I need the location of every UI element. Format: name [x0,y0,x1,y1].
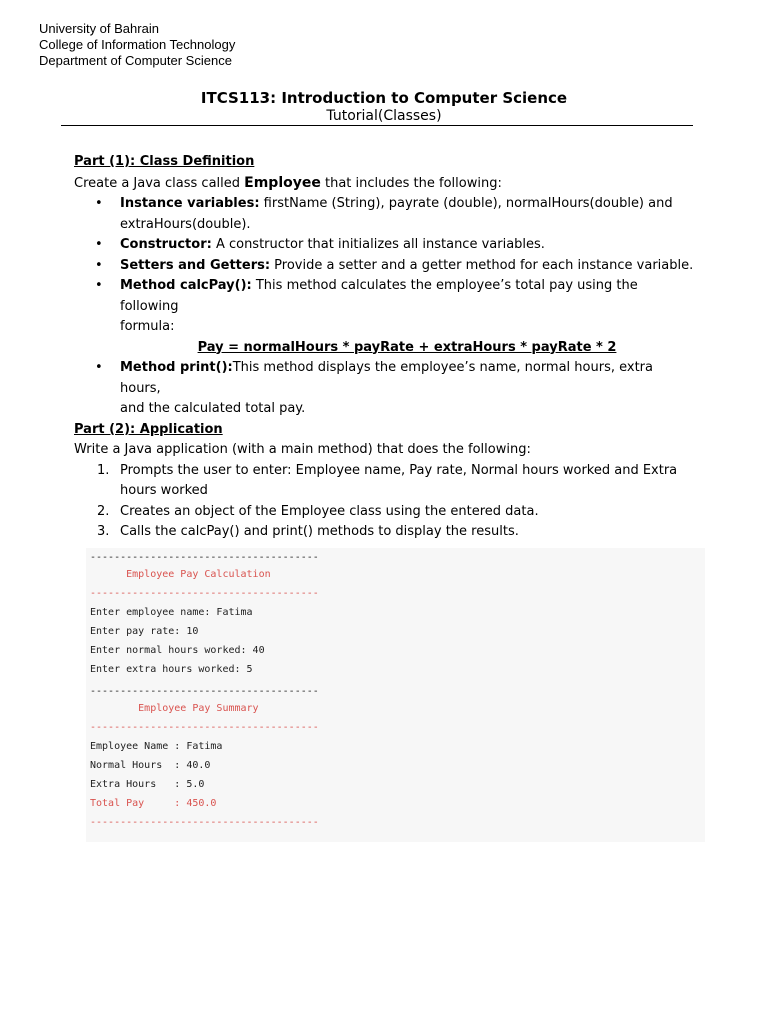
item-text-cont: and the calculated total pay. [120,401,306,416]
item-text-cont: extraHours(double). [120,216,251,232]
console-divider-red: -------------------------------------- [90,722,319,733]
bullet-icon: • [95,237,103,252]
bullet-icon: • [95,257,103,273]
item-label: Constructor: [120,237,212,252]
item-label: Method print(): [120,360,233,375]
course-title: ITCS113: Introduction to Computer Science [200,89,568,107]
item-text: This method calculates the employee’s total pay using the following [120,278,638,314]
list-item [74,194,694,235]
bullet-icon: • [95,278,103,293]
console-prompt-normal: Enter normal hours worked: 40 [90,645,265,656]
step-text: Calls the calcPay() and print() methods to display the results. [120,524,519,539]
console-divider-red: -------------------------------------- [90,817,319,828]
part1-heading: Part (1): Class Definition [74,154,255,169]
console-title-calc: Employee Pay Calculation [90,569,271,580]
part1-bullet-list-2 [74,358,694,420]
title-block [0,89,768,125]
part2-intro: Write a Java application (with a main method) that does the following: [74,442,531,457]
list-item [74,358,694,420]
list-item [74,522,694,543]
console-out-normal: Normal Hours : 40.0 [90,760,211,771]
console-out-name: Employee Name : Fatima [90,741,223,752]
tutorial-content [74,152,694,543]
list-item [74,276,694,338]
item-text: A constructor that initializes all instance variables. [211,237,545,252]
step-number: 2. [97,503,110,519]
item-text: This method displays the employee’s name, normal hours, extra hours, [120,360,653,396]
part2-steps [74,461,694,543]
part1-intro-class: Employee [244,174,321,191]
tutorial-subtitle: Tutorial(Classes) [326,108,442,124]
step-text-cont: hours worked [120,483,208,498]
list-item [74,235,694,256]
part1-intro-post: that includes the following: [320,175,502,191]
bullet-icon: • [95,360,103,375]
step-number: 1. [97,462,110,478]
college-name: College of Information Technology [39,37,236,52]
item-label: Method calcPay(): [120,278,252,293]
university-name: University of Bahrain [39,21,159,36]
part1-intro-pre: Create a Java class called [74,175,245,191]
part1-intro [74,173,694,195]
document-header [39,21,235,69]
console-prompt-extra: Enter extra hours worked: 5 [90,664,253,675]
item-text: Provide a setter and a getter method for each instance variable. [270,257,694,273]
part2-heading: Part (2): Application [74,421,223,437]
console-out-total: Total Pay : 450.0 [90,798,217,809]
console-prompt-name: Enter employee name: Fatima [90,607,253,618]
item-text: firstName (String), payrate (double), normalHours(double) and [259,196,673,211]
list-item [74,461,694,502]
console-output [86,548,705,842]
title-divider [61,125,693,126]
console-title-summary: Employee Pay Summary [90,703,259,714]
item-label: Setters and Getters: [120,257,271,273]
item-text-cont: formula: [120,319,175,334]
pay-formula: Pay = normalHours * payRate + extraHours * payRate * 2 [197,339,617,355]
console-out-extra: Extra Hours : 5.0 [90,779,205,790]
step-text: Creates an object of the Employee class using the entered data. [120,503,539,519]
list-item [74,256,694,277]
item-label: Instance variables: [120,196,260,211]
step-text: Prompts the user to enter: Employee name, Pay rate, Normal hours worked and Extra [120,462,678,478]
part1-bullet-list [74,194,694,338]
console-divider: -------------------------------------- [90,686,319,697]
console-divider: -------------------------------------- [90,552,319,563]
department-name: Department of Computer Science [39,53,232,68]
console-divider-red: -------------------------------------- [90,588,319,599]
step-number: 3. [97,524,110,539]
bullet-icon: • [95,196,103,211]
list-item [74,502,694,523]
console-prompt-rate: Enter pay rate: 10 [90,626,199,637]
